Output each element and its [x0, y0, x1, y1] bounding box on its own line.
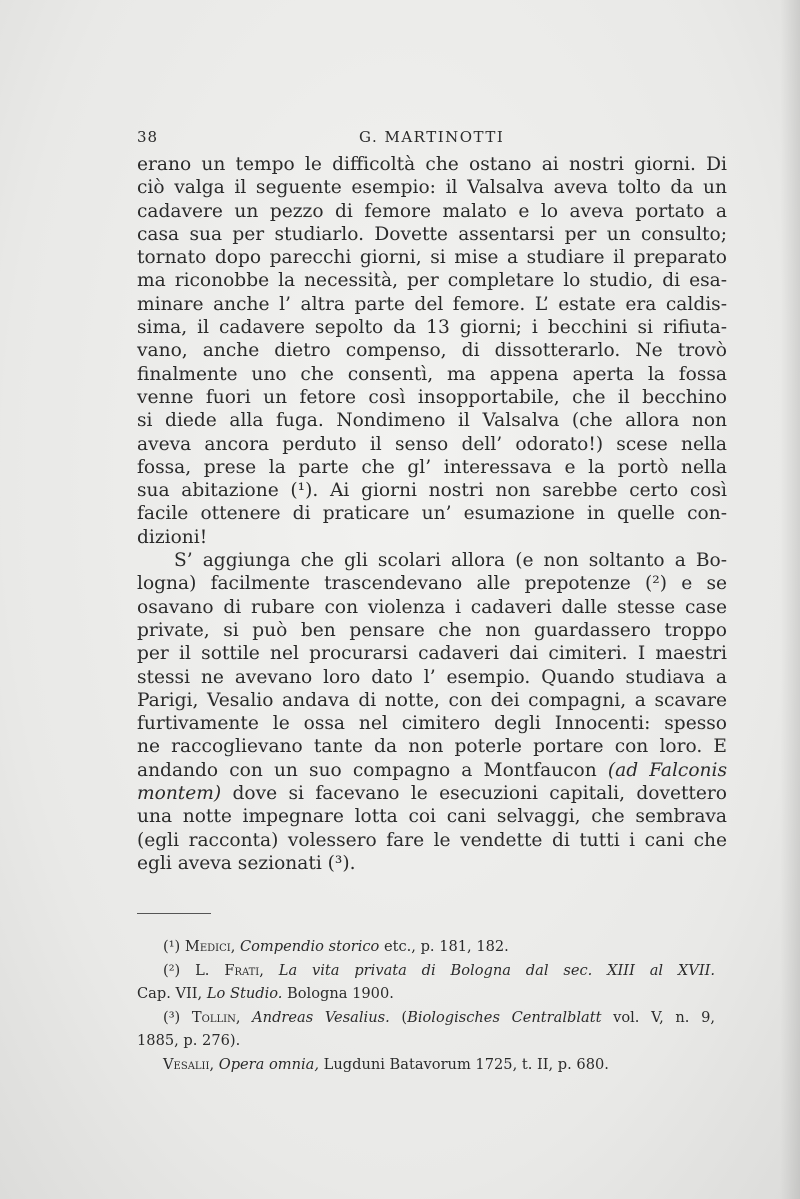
text-line: ma riconobbe la necessità, per completare lo studio, di esa-: [137, 270, 727, 292]
main-text: [137, 153, 727, 875]
text-line: erano un tempo le difficoltà che ostano ai nostri giorni. Di: [137, 154, 727, 175]
footnote-initial: L.: [195, 961, 210, 979]
footnote-title: Andreas Vesalius.: [252, 1008, 390, 1026]
footnote-mark: (²): [163, 961, 181, 979]
footnote-mark: (¹): [163, 938, 181, 955]
text-run: dove si facevano le esecuzioni capitali, dovettero: [221, 783, 727, 805]
text-line: sua abitazione (¹). Ai giorni nostri non sarebbe certo così: [137, 480, 727, 502]
text-line: egli aveva sezionati (³).: [137, 852, 356, 874]
footnote-divider: [137, 913, 211, 914]
footnote-author: Tollin,: [191, 1008, 241, 1026]
text-line: fossa, prese la parte che gl’ interessava e la portò nella: [137, 456, 727, 478]
text-line: facile ottenere di praticare un’ esumazione in quelle con-: [137, 503, 727, 525]
footnote-mark: (³): [163, 1008, 181, 1026]
footnote-detail: vol. V, n. 9,: [613, 1008, 715, 1026]
footnote-detail: Lugduni Batavorum 1725, t. II, p. 680.: [323, 1055, 609, 1073]
footnotes: [137, 935, 715, 1076]
footnote-1: [137, 935, 715, 959]
text-line: Parigi, Vesalio andava di notte, con dei compagni, a scavare: [137, 689, 727, 711]
text-line: venne fuori un fetore così insopportabile, che il becchino: [137, 386, 727, 408]
footnote-3: [137, 1006, 715, 1030]
text-line: osavano di rubare con violenza i cadaveri dalle stesse case: [137, 596, 727, 618]
italic-phrase: montem): [137, 783, 222, 805]
footnote-journal: Biologisches Centralblatt: [407, 1008, 602, 1026]
text-line-with-italic: [137, 759, 727, 782]
page-number: 38: [137, 128, 159, 146]
footnote-author: Vesalii,: [163, 1055, 215, 1073]
text-line: sima, il cadavere sepolto da 13 giorni; i becchini si rifiuta-: [137, 317, 727, 339]
footnote-author: Frati,: [224, 961, 264, 979]
page-header: [137, 128, 727, 150]
footnote-author: Medici,: [184, 938, 236, 955]
text-line: aveva ancora perduto il senso dell’ odorato!) scese nella: [137, 433, 727, 455]
footnote-title: Opera omnia,: [218, 1055, 320, 1073]
running-head: G. MARTINOTTI: [359, 128, 505, 146]
footnote-title: Lo Studio.: [206, 985, 283, 1002]
text-line: stessi ne avevano loro dato l’ esempio. Quando studiava a: [137, 666, 727, 688]
text-line: tornato dopo parecchi giorni, si mise a studiare il preparato: [137, 247, 727, 269]
footnote-2: [137, 959, 715, 983]
text-line: una notte impegnare lotta coi cani selvaggi, che sembrava: [137, 806, 727, 828]
text-run: andando con un suo compagno a Montfaucon: [137, 759, 608, 781]
footnote-title: Compendio storico: [239, 938, 380, 955]
text-line: logna) facilmente trascendevano alle prepotenze (²) e se: [137, 573, 727, 595]
text-line: cadavere un pezzo di femore malato e lo aveva portato a: [137, 200, 727, 222]
footnote-paren: (: [401, 1008, 408, 1026]
text-line: ne raccoglievano tante da non poterle portare con loro. E: [137, 736, 727, 758]
footnote-detail: Cap. VII,: [137, 985, 203, 1002]
text-line: ciò valga il seguente esempio: il Valsalva aveva tolto da un: [137, 177, 727, 199]
text-line: finalmente uno che consentì, ma appena aperta la fossa: [137, 363, 727, 385]
page-edge-shadow: [780, 0, 800, 1199]
footnote-detail: etc., p. 181, 182.: [383, 938, 509, 955]
text-line: private, si può ben pensare che non guardassero troppo: [137, 619, 727, 641]
text-line-with-italic: [137, 782, 727, 805]
text-line: casa sua per studiarlo. Dovette assentarsi per un consulto;: [137, 223, 727, 245]
footnote-title: La vita privata di Bologna dal sec. XIII al XVII.: [278, 961, 716, 979]
footnote-detail: Bologna 1900.: [287, 985, 394, 1002]
paragraph-start-line: S’ aggiunga che gli scolari allora (e non soltanto a Bo-: [174, 550, 727, 572]
text-line: vano, anche dietro compenso, di dissotterarlo. Ne trovò: [137, 340, 727, 362]
text-line: (egli racconta) volessero fare le vendette di tutti i cani che: [137, 829, 727, 851]
text-line: si diede alla fuga. Nondimeno il Valsalva (che allora non: [137, 410, 727, 432]
text-line: minare anche l’ altra parte del femore. L’ estate era caldis-: [137, 293, 727, 315]
text-line: furtivamente le ossa nel cimitero degli Innocenti: spesso: [137, 713, 727, 735]
footnote-3-continued: 1885, p. 276).: [137, 1032, 241, 1049]
italic-phrase: (ad Falconis: [607, 759, 727, 781]
text-line: dizioni!: [137, 526, 208, 548]
text-line: per il sottile nel procurarsi cadaveri dai cimiteri. I maestri: [137, 643, 727, 665]
footnote-3-second-reference: [137, 1053, 715, 1077]
footnote-2-continued: [137, 982, 715, 1006]
